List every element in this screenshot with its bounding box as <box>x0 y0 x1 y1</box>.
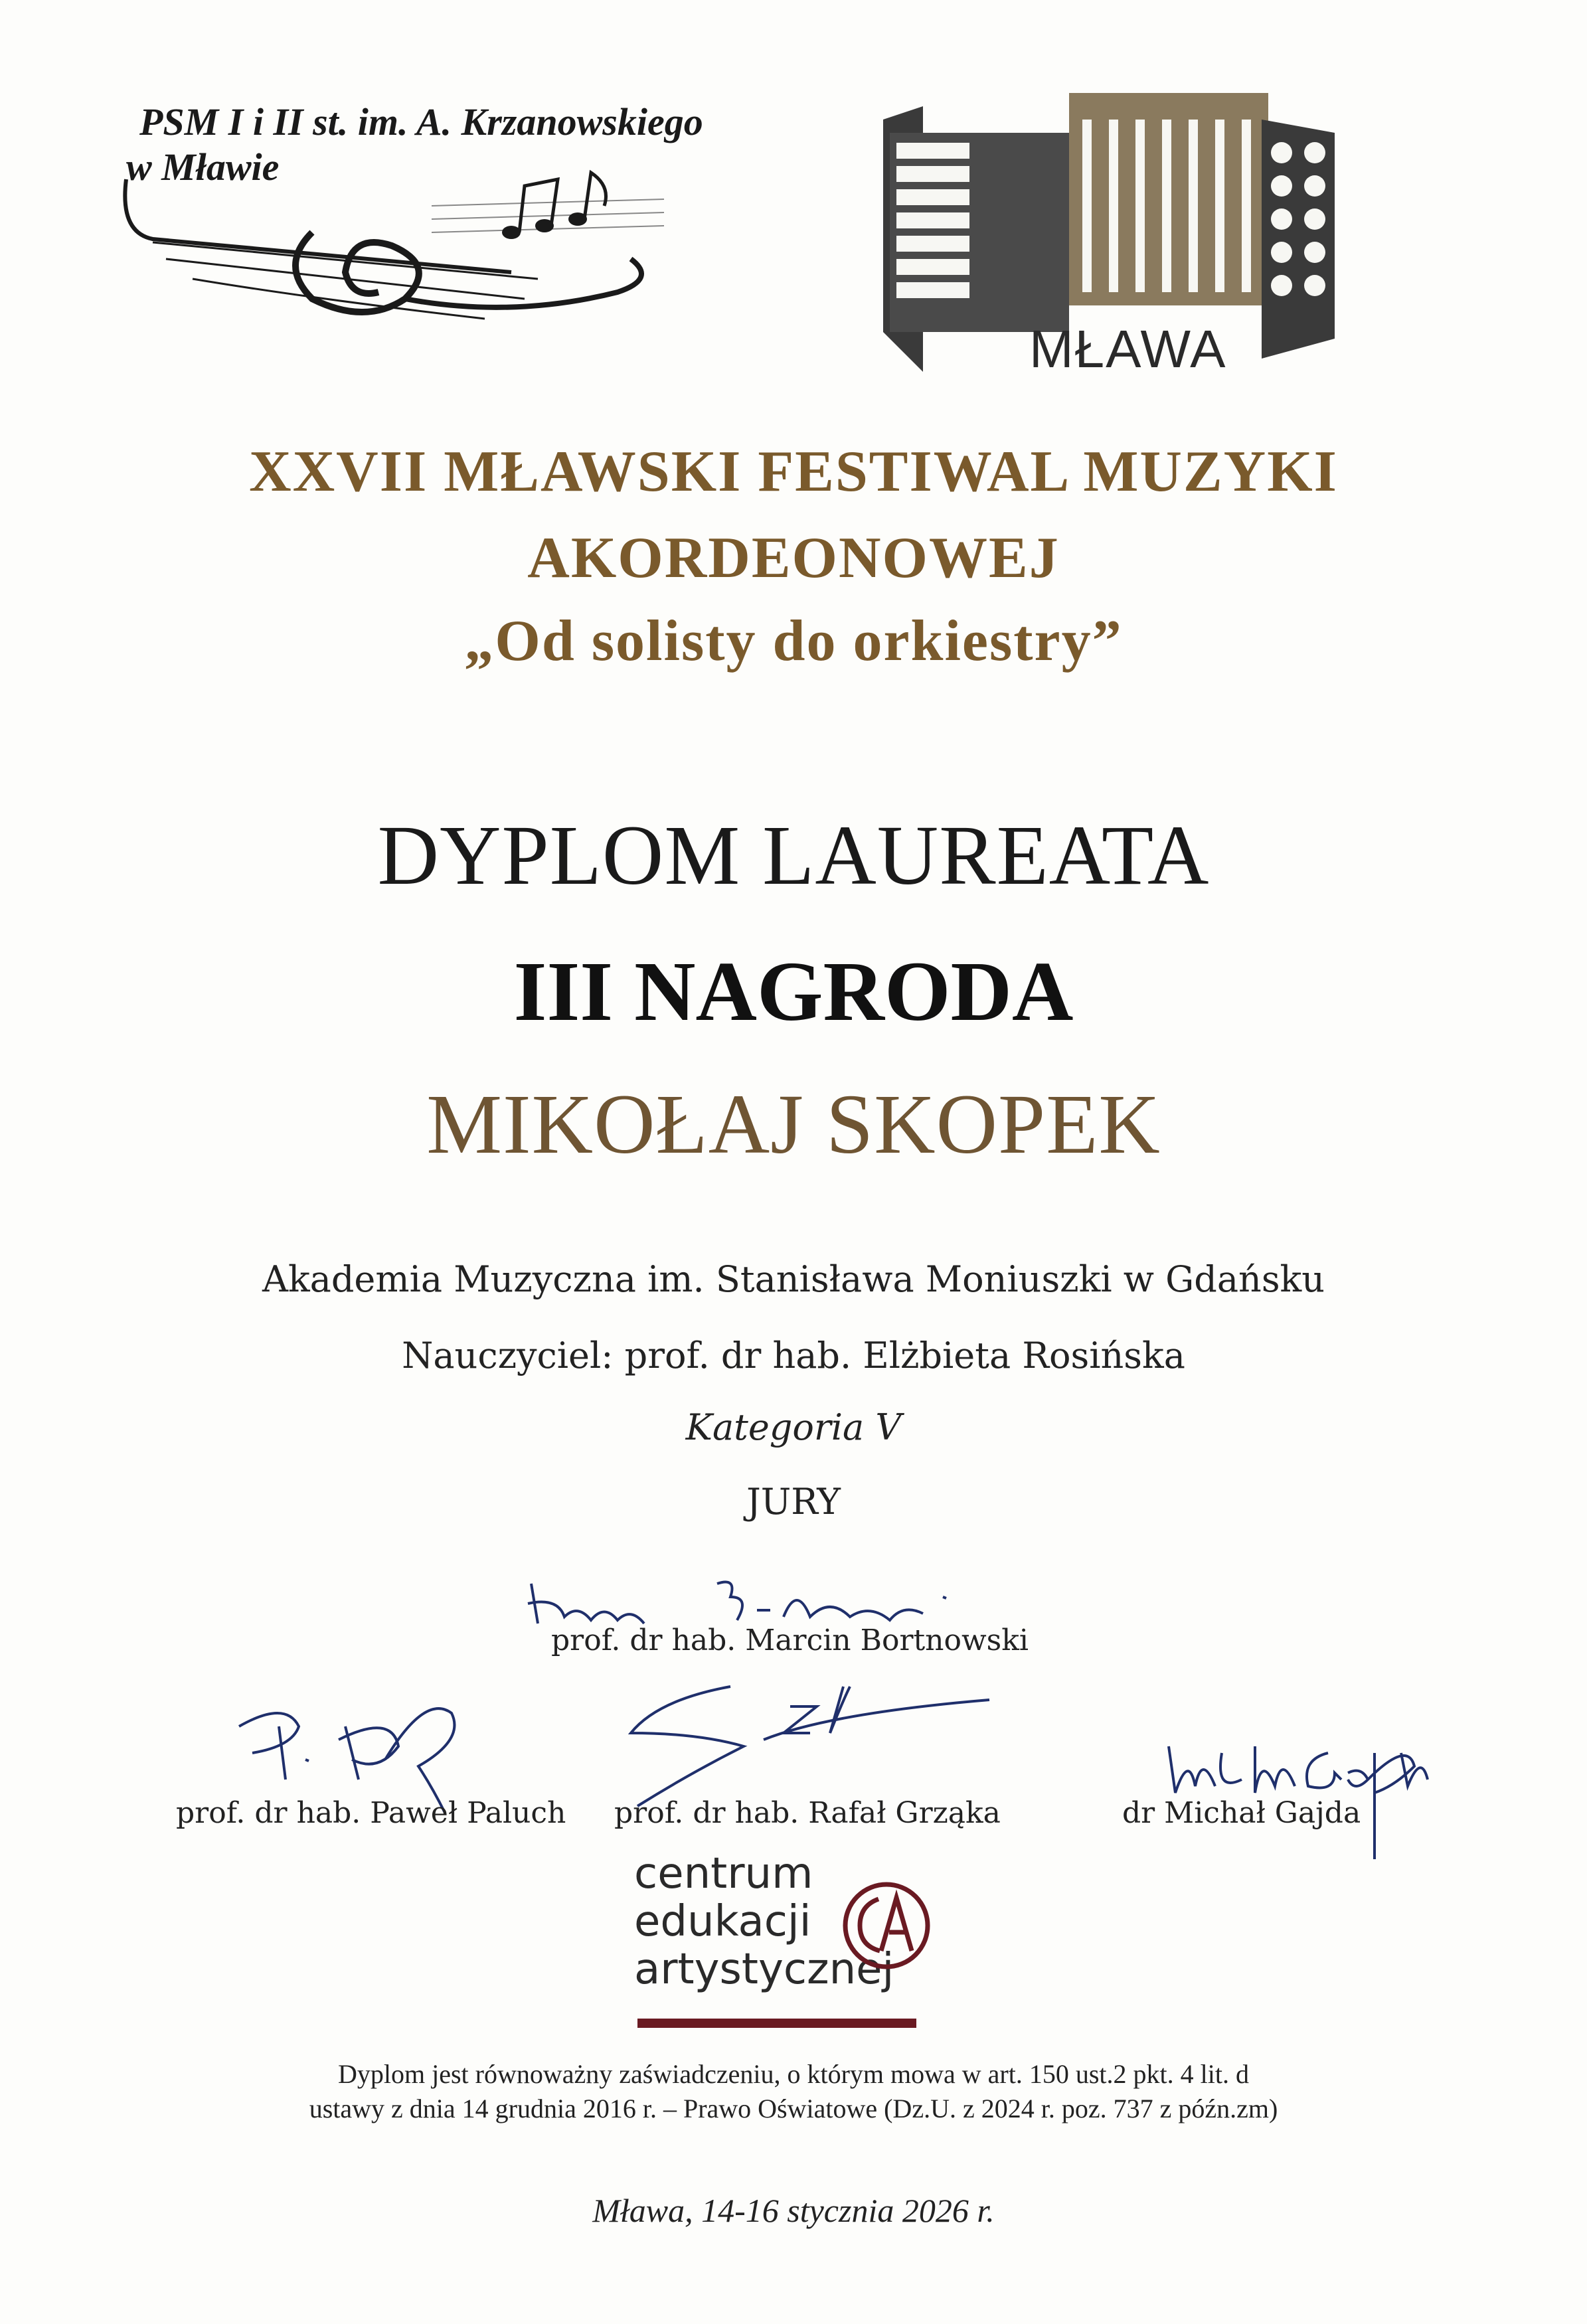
festival-subtitle: „Od solisty do orkiestry” <box>464 609 1123 673</box>
treble-clef-staff-icon <box>113 100 750 339</box>
mfma-logo-city: MŁAWA <box>1029 319 1227 378</box>
cea-logo-line1: centrum <box>634 1849 813 1898</box>
festival-title-line1: XXVII MŁAWSKI FESTIWAL MUZYKI <box>249 440 1338 504</box>
laureate-name: MIKOŁAJ SKOPEK <box>426 1077 1161 1171</box>
cea-logo-bar <box>637 2019 916 2028</box>
cea-mark-icon <box>833 1872 953 1979</box>
legal-note-line1: Dyplom jest równoważny zaświadczeniu, o którym mowa w art. 150 ust.2 pkt. 4 lit. d <box>338 2059 1249 2089</box>
category-label: Kategoria V <box>685 1406 902 1448</box>
signature-gajda <box>1155 1726 1461 1859</box>
psm-school-logo <box>113 100 750 339</box>
cea-logo-line2: edukacji <box>634 1897 811 1946</box>
psm-logo-line1: PSM I i II st. im. A. Krzanowskiego <box>139 100 703 143</box>
juror-grzaka: prof. dr hab. Rafał Grząka <box>614 1796 1001 1830</box>
jury-heading: JURY <box>746 1481 841 1523</box>
cea-logo <box>634 1849 953 2032</box>
school-name: Akademia Muzyczna im. Stanisława Moniuszki w Gdańsku <box>262 1258 1325 1300</box>
teacher-name: Nauczyciel: prof. dr hab. Elżbieta Rosińska <box>402 1335 1185 1376</box>
place-and-date: Mława, 14-16 stycznia 2026 r. <box>592 2192 995 2229</box>
signature-grzaka <box>618 1660 1016 1813</box>
cea-logo-line3: artystycznej <box>634 1945 894 1994</box>
mfma-festival-logo <box>870 80 1361 385</box>
juror-bortnowski: prof. dr hab. Marcin Bortnowski <box>551 1623 1029 1657</box>
juror-gajda: dr Michał Gajda <box>1122 1796 1361 1830</box>
legal-note-line2: ustawy z dnia 14 grudnia 2016 r. – Prawo Oświatowe (Dz.U. z 2024 r. poz. 737 z późn.zm) <box>309 2094 1278 2123</box>
juror-paluch: prof. dr hab. Paweł Paluch <box>176 1796 566 1830</box>
prize-title: III NAGRODA <box>513 944 1074 1038</box>
psm-logo-line2: w Mławie <box>126 145 280 189</box>
diploma-title: DYPLOM LAUREATA <box>377 808 1210 902</box>
festival-title-line2: AKORDEONOWEJ <box>527 526 1060 590</box>
